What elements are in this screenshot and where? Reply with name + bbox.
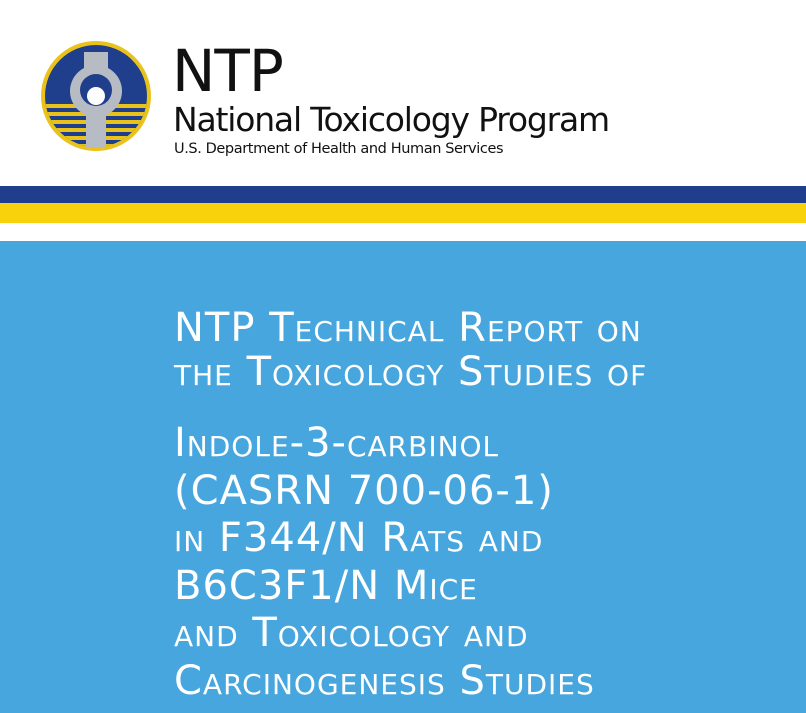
series-title-line: the Toxicology Studies of bbox=[174, 349, 648, 395]
subject-title-line: (CASRN 700-06-1) bbox=[174, 467, 554, 514]
org-name: National Toxicology Program bbox=[173, 100, 609, 139]
subject-title-line: in F344/N Rats and bbox=[174, 515, 544, 561]
report-title bbox=[174, 306, 774, 705]
subject-title-line: Indole-3-carbinol bbox=[174, 420, 500, 466]
subject-title-line: B6C3F1/N Mice bbox=[174, 562, 478, 609]
subject-title bbox=[174, 420, 774, 705]
navy-stripe bbox=[0, 186, 806, 203]
subject-title-line: Carcinogenesis Studies bbox=[174, 657, 595, 704]
subject-title-line: and Toxicology and bbox=[174, 610, 529, 656]
series-title bbox=[174, 306, 774, 394]
series-title-line: NTP Technical Report on bbox=[174, 305, 642, 351]
yellow-stripe bbox=[0, 203, 806, 223]
org-acronym: NTP bbox=[172, 37, 283, 105]
org-department: U.S. Department of Health and Human Services bbox=[174, 141, 504, 157]
ntp-seal-icon bbox=[40, 40, 152, 152]
report-header bbox=[0, 0, 806, 186]
